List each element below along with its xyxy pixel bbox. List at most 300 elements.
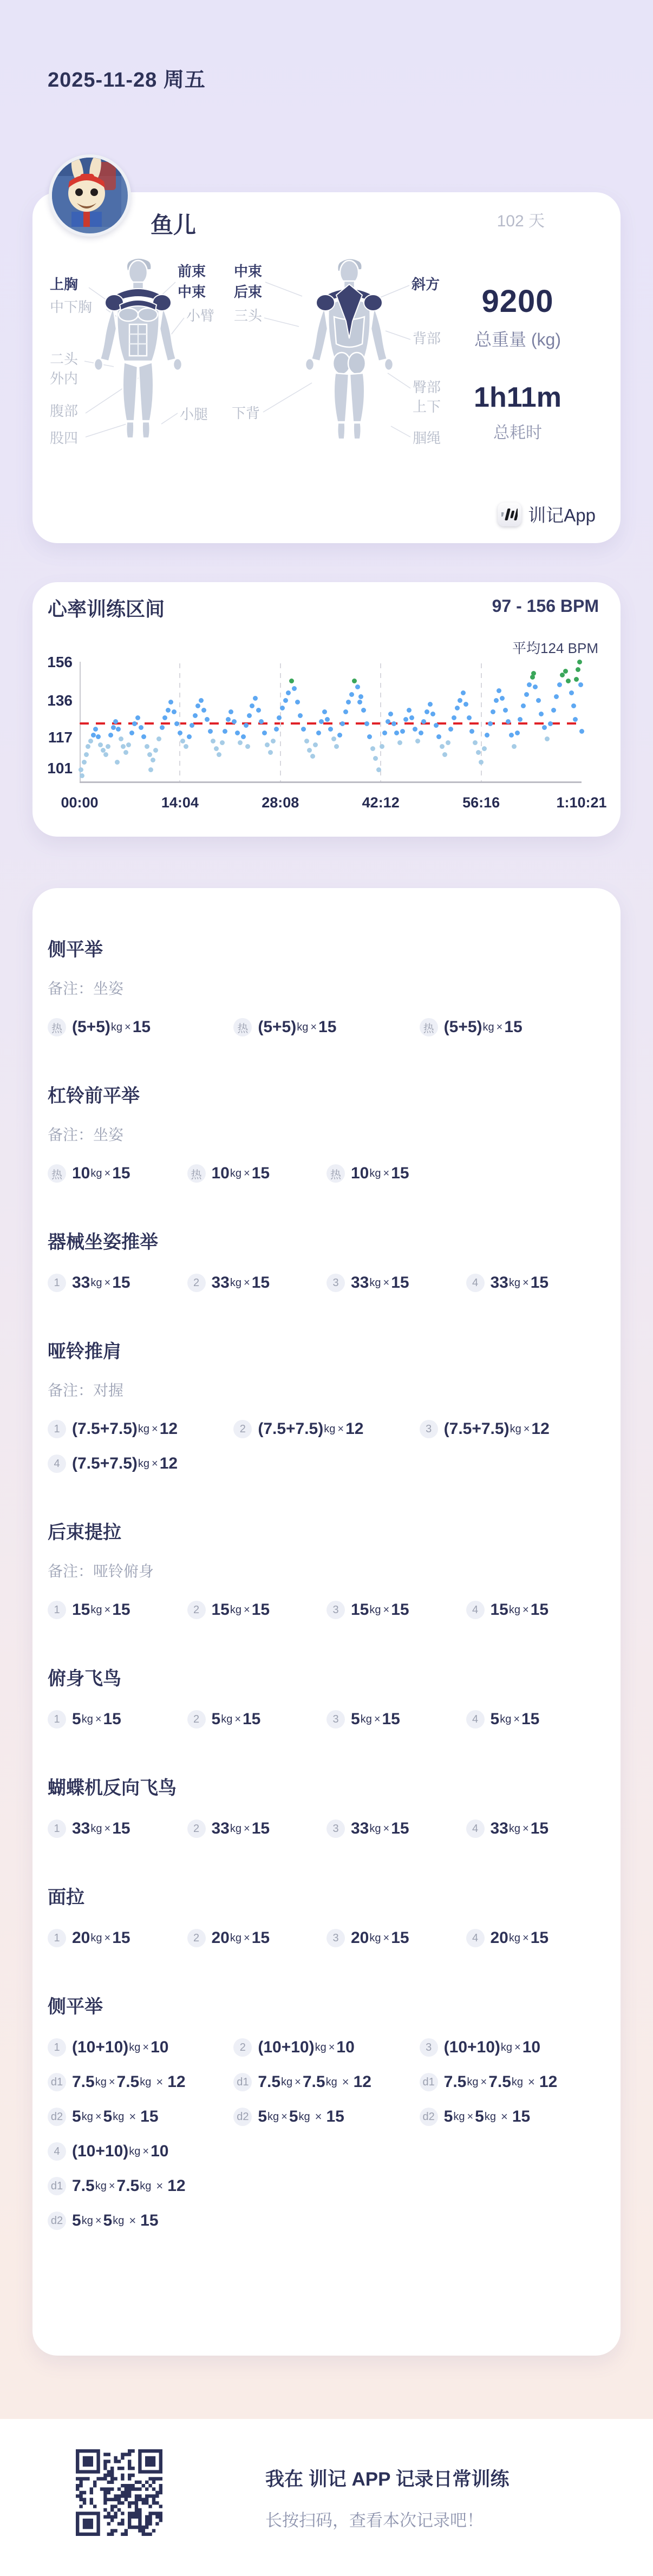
- heart-rate-point: [482, 746, 487, 751]
- heart-rate-point: [400, 729, 405, 734]
- set-value-segment: 12: [159, 1420, 178, 1438]
- heart-rate-point: [376, 767, 381, 772]
- set-value-segment: 15: [251, 1164, 270, 1182]
- set-badge: 4: [466, 1274, 485, 1292]
- set-value-segment: 15: [132, 1018, 151, 1036]
- set-value-segment: 33: [490, 1274, 508, 1292]
- heart-rate-point: [116, 727, 121, 732]
- muscle-label: 小腿: [180, 406, 208, 422]
- set-value-segment: kg: [230, 1276, 241, 1289]
- set-value-segment: kg: [90, 1822, 102, 1835]
- heart-rate-point: [201, 708, 206, 713]
- heart-rate-point: [343, 709, 348, 714]
- heart-rate-point: [223, 729, 227, 734]
- set-value-segment: ×: [295, 2076, 301, 2088]
- set-badge: 1: [48, 1601, 66, 1619]
- muscle-label: 股四: [50, 430, 79, 446]
- set-value-segment: kg: [508, 1822, 520, 1835]
- set-value-segment: 15: [490, 1601, 508, 1619]
- heart-rate-point: [147, 752, 152, 757]
- set-value-segment: 15: [140, 2212, 159, 2229]
- set-value-segment: 12: [159, 1455, 178, 1472]
- heart-rate-point: [151, 758, 155, 762]
- heart-rate-point: [84, 752, 89, 757]
- set-value-segment: 12: [353, 2073, 371, 2091]
- duration-value: 1h11m: [474, 382, 561, 413]
- set-badge: 1: [48, 1819, 66, 1838]
- set-item: [48, 1819, 187, 1838]
- set-value-segment: kg: [467, 2076, 479, 2088]
- exercise-title: 哑铃推肩: [48, 1341, 121, 1362]
- heart-rate-point: [328, 727, 333, 732]
- heart-rate-title: 心率训练区间: [48, 598, 165, 620]
- set-value-segment: kg: [138, 1457, 150, 1470]
- set-badge: 热: [420, 1018, 438, 1036]
- set-value-segment: 15: [112, 1274, 130, 1292]
- heart-rate-point: [419, 731, 423, 735]
- heart-rate-point: [409, 715, 414, 720]
- set-value-segment: 5: [443, 2108, 453, 2125]
- set-value-segment: 15: [211, 1601, 230, 1619]
- set-value-segment: 33: [211, 1819, 230, 1837]
- set-value-segment: kg: [484, 2110, 496, 2123]
- qr-code[interactable]: [76, 2449, 162, 2536]
- set-badge: 1: [48, 2038, 66, 2057]
- heart-rate-point: [232, 719, 237, 724]
- heart-rate-point: [539, 712, 544, 716]
- exercise-title: 侧平举: [48, 1997, 103, 2017]
- set-value-segment: ×: [496, 1021, 503, 1033]
- set-value-segment: 15: [112, 1164, 130, 1182]
- set-item: [420, 2073, 605, 2091]
- set-row: [48, 1018, 605, 1036]
- heart-rate-point: [521, 703, 526, 708]
- set-value-segment: kg: [369, 1932, 381, 1944]
- set-value-segment: 7.5: [488, 2073, 511, 2091]
- exercise-list-card: [32, 888, 621, 2356]
- heart-rate-point: [524, 692, 529, 697]
- set-item: [48, 2108, 233, 2126]
- heart-rate-point: [531, 671, 536, 676]
- set-value-segment: 12: [539, 2073, 558, 2091]
- set-value-segment: 7.5: [258, 2073, 281, 2091]
- set-value-segment: ×: [523, 1822, 529, 1835]
- set-value-segment: 33: [490, 1819, 508, 1837]
- set-item: [326, 1710, 466, 1729]
- set-value-segment: kg: [95, 2076, 107, 2088]
- set-item: [48, 2177, 233, 2195]
- heart-rate-point: [442, 752, 447, 757]
- heart-rate-point: [467, 715, 472, 720]
- set-row: [48, 2108, 605, 2126]
- set-badge: 3: [420, 2038, 438, 2057]
- heart-rate-point: [262, 731, 267, 735]
- heart-rate-point: [119, 736, 123, 741]
- heart-rate-point: [397, 740, 402, 745]
- heart-rate-point: [352, 679, 357, 683]
- set-value-segment: ×: [337, 1423, 344, 1435]
- heart-rate-point: [497, 688, 501, 693]
- heart-rate-point: [259, 719, 264, 724]
- set-item: [48, 2142, 233, 2161]
- set-value-segment: 15: [72, 1601, 90, 1619]
- heart-rate-point: [413, 727, 417, 732]
- set-row: [48, 2177, 605, 2195]
- exercise-section: [48, 1775, 605, 1838]
- heart-rate-point: [370, 746, 375, 751]
- heart-rate-point: [283, 698, 288, 703]
- set-value-segment: ×: [129, 2110, 136, 2123]
- heart-rate-point: [358, 694, 363, 699]
- set-value-segment: (7.5+7.5): [72, 1455, 138, 1472]
- heart-rate-range: 97 - 156 BPM: [492, 596, 599, 616]
- heart-rate-point: [195, 703, 200, 708]
- exercise-title: 杠铃前平举: [48, 1086, 140, 1106]
- set-rows: [48, 1018, 605, 1036]
- set-value-segment: kg: [81, 2110, 93, 2123]
- set-badge: 2: [187, 1710, 206, 1729]
- set-item: [466, 1710, 606, 1729]
- exercise-section: [48, 1884, 605, 1947]
- set-value-segment: (7.5+7.5): [72, 1420, 138, 1438]
- set-value-segment: kg: [508, 1603, 520, 1616]
- heart-rate-point: [174, 721, 179, 726]
- heart-rate-point: [310, 754, 315, 759]
- set-value-segment: ×: [500, 2110, 508, 2123]
- set-value-segment: ×: [244, 1822, 250, 1835]
- set-value-segment: (10+10): [72, 2038, 129, 2056]
- set-item: [187, 1274, 327, 1292]
- set-badge: 4: [48, 2142, 66, 2161]
- heart-rate-point: [193, 713, 198, 718]
- set-value-segment: ×: [142, 2145, 149, 2157]
- heart-rate-point: [91, 733, 96, 738]
- total-weight-label: 总重量 (kg): [474, 330, 561, 349]
- heart-rate-point: [265, 742, 270, 747]
- heart-rate-point: [220, 740, 225, 745]
- set-value-segment: 5: [103, 2212, 113, 2229]
- set-value-segment: kg: [315, 2041, 326, 2053]
- set-value-segment: 20: [72, 1929, 90, 1947]
- heart-rate-point: [141, 734, 146, 739]
- heart-rate-point: [334, 744, 339, 749]
- set-badge: d1: [420, 2073, 438, 2091]
- set-value-segment: 15: [521, 1710, 540, 1728]
- set-value-segment: 20: [351, 1929, 369, 1947]
- set-item: [48, 2212, 233, 2230]
- set-item: [233, 2108, 419, 2126]
- set-value-segment: 15: [140, 2108, 159, 2125]
- heart-rate-point: [148, 767, 153, 772]
- heart-rate-point: [579, 729, 584, 734]
- set-value-segment: 15: [103, 1710, 121, 1728]
- heart-rate-point: [190, 723, 194, 728]
- set-value-segment: 5: [475, 2108, 484, 2125]
- set-badge: 热: [326, 1164, 345, 1183]
- heart-rate-point: [268, 750, 273, 755]
- heart-rate-point: [569, 690, 574, 695]
- heart-rate-point: [415, 739, 420, 744]
- set-badge: 1: [48, 1929, 66, 1947]
- heart-rate-point: [145, 744, 149, 749]
- exercise-section: [48, 1229, 605, 1292]
- set-value-segment: kg: [508, 1932, 520, 1944]
- set-value-segment: kg: [230, 1167, 241, 1179]
- set-value-segment: ×: [104, 1932, 111, 1944]
- set-value-segment: ×: [523, 1603, 529, 1616]
- heart-rate-point: [93, 727, 98, 732]
- heart-rate-point: [301, 727, 306, 732]
- app-logo-icon: [498, 503, 521, 526]
- muscle-figure-front: [84, 257, 192, 441]
- heart-rate-point: [238, 740, 243, 745]
- heart-rate-point: [108, 733, 113, 738]
- set-item: [420, 1420, 605, 1438]
- set-badge: 4: [466, 1929, 485, 1947]
- heart-rate-point: [304, 739, 309, 744]
- set-value-segment: kg: [230, 1822, 241, 1835]
- set-value-segment: ×: [104, 1603, 111, 1616]
- heart-rate-point: [271, 739, 276, 744]
- set-value-segment: 15: [530, 1819, 549, 1837]
- heart-rate-point: [382, 731, 387, 735]
- set-row: [48, 1274, 605, 1292]
- share-footer: [0, 2419, 653, 2576]
- heart-rate-point: [430, 712, 435, 716]
- set-badge: 4: [48, 1455, 66, 1473]
- heart-rate-point: [566, 679, 571, 683]
- exercise-note: 备注：坐姿: [48, 980, 124, 997]
- heart-rate-point: [226, 717, 231, 722]
- heart-rate-point: [205, 717, 210, 722]
- set-badge: d2: [420, 2108, 438, 2126]
- set-value-segment: 7.5: [302, 2073, 325, 2091]
- set-value-segment: 7.5: [116, 2073, 140, 2091]
- set-badge: d1: [48, 2073, 66, 2091]
- set-item: [48, 1929, 187, 1947]
- set-badge: 热: [48, 1018, 66, 1036]
- exercise-section: [48, 937, 605, 1036]
- set-value-segment: kg: [324, 1423, 336, 1435]
- set-rows: [48, 1274, 605, 1292]
- heart-rate-point: [446, 740, 450, 745]
- set-value-segment: 12: [345, 1420, 364, 1438]
- set-value-segment: 15: [112, 1601, 130, 1619]
- set-value-segment: 5: [72, 1710, 81, 1728]
- set-row: [48, 1819, 605, 1838]
- set-value-segment: kg: [138, 1423, 150, 1435]
- exercise-title: 俯身飞鸟: [48, 1668, 121, 1689]
- heart-rate-point: [367, 734, 372, 739]
- profile-card: [32, 192, 621, 543]
- heart-rate-point: [106, 744, 110, 749]
- heart-rate-point: [126, 742, 131, 747]
- muscle-label: 三头: [234, 308, 263, 324]
- set-item: [48, 1420, 233, 1438]
- heart-rate-point: [425, 709, 429, 714]
- heart-rate-point: [571, 703, 576, 708]
- exercise-title: 面拉: [48, 1887, 84, 1908]
- set-item: [187, 1601, 327, 1619]
- heart-rate-point: [277, 715, 282, 720]
- heart-rate-point: [388, 712, 393, 716]
- set-item: [420, 2038, 605, 2057]
- muscle-label: 前束: [178, 263, 206, 279]
- set-value-segment: 15: [251, 1929, 270, 1947]
- heart-rate-point: [313, 742, 318, 747]
- heart-rate-point: [455, 706, 460, 710]
- set-value-segment: kg: [129, 2041, 141, 2053]
- set-value-segment: 7.5: [72, 2177, 95, 2195]
- set-item: [466, 1274, 606, 1292]
- heart-rate-point: [533, 684, 538, 689]
- summary-stats: [436, 283, 599, 443]
- set-value-segment: ×: [104, 1167, 111, 1179]
- heart-rate-point: [488, 721, 493, 726]
- heart-rate-point: [403, 717, 408, 722]
- set-value-segment: ×: [480, 2076, 487, 2088]
- set-badge: 热: [233, 1018, 252, 1036]
- set-value-segment: 10: [522, 2038, 541, 2056]
- set-value-segment: ×: [142, 2041, 149, 2053]
- app-name: 训记App: [528, 505, 596, 525]
- set-value-segment: ×: [383, 1932, 390, 1944]
- set-row: [48, 1164, 605, 1183]
- set-item: [420, 2108, 605, 2126]
- heart-rate-point: [391, 721, 396, 726]
- set-value-segment: ×: [104, 1822, 111, 1835]
- set-value-segment: 10: [151, 2038, 169, 2056]
- heart-rate-point: [536, 698, 541, 703]
- heart-rate-point: [247, 713, 252, 718]
- heart-rate-point: [172, 709, 177, 714]
- heart-rate-point: [337, 733, 342, 738]
- set-value-segment: kg: [90, 1932, 102, 1944]
- set-value-segment: ×: [523, 1276, 529, 1289]
- set-badge: d1: [233, 2073, 252, 2091]
- set-value-segment: (5+5): [258, 1018, 297, 1036]
- set-value-segment: ×: [467, 2110, 474, 2123]
- heart-rate-point: [458, 698, 462, 703]
- heart-rate-point: [139, 725, 143, 730]
- set-value-segment: ×: [156, 2179, 164, 2193]
- exercise-section: [48, 1666, 605, 1729]
- heart-rate-point: [361, 708, 366, 713]
- exercise-title: 蝴蝶机反向飞鸟: [48, 1778, 177, 1798]
- exercise-title: 器械坐姿推举: [48, 1232, 158, 1253]
- heart-rate-point: [331, 736, 336, 741]
- heart-rate-point: [577, 660, 582, 664]
- set-badge: d2: [48, 2108, 66, 2126]
- heart-rate-card: [32, 582, 621, 837]
- muscle-label: 中束: [178, 284, 206, 300]
- exercise-section: [48, 1083, 605, 1183]
- set-value-segment: 12: [167, 2073, 186, 2091]
- heart-rate-point: [235, 731, 240, 735]
- set-value-segment: ×: [374, 1713, 381, 1725]
- set-value-segment: 15: [243, 1710, 261, 1728]
- heart-rate-point: [448, 727, 453, 732]
- heart-rate-point: [357, 700, 362, 705]
- set-value-segment: 5: [72, 2212, 81, 2229]
- heart-rate-chart: [32, 582, 621, 837]
- set-item: [326, 1274, 466, 1292]
- heart-rate-point: [241, 734, 246, 739]
- set-value-segment: kg: [298, 2110, 310, 2123]
- heart-rate-point: [542, 725, 547, 730]
- heart-rate-point: [244, 723, 249, 728]
- set-value-segment: 15: [251, 1274, 270, 1292]
- set-value-segment: kg: [267, 2110, 279, 2123]
- heart-rate-point: [576, 667, 580, 672]
- heart-rate-point: [295, 700, 300, 705]
- heart-rate-point: [554, 694, 559, 699]
- set-value-segment: kg: [140, 2180, 152, 2192]
- set-item: [466, 1819, 606, 1838]
- heart-rate-point: [394, 731, 399, 735]
- set-value-segment: 15: [391, 1164, 409, 1182]
- heart-rate-point: [436, 734, 441, 739]
- set-value-segment: kg: [482, 1021, 494, 1033]
- set-value-segment: 15: [318, 1018, 337, 1036]
- muscle-label: 中束: [234, 263, 263, 279]
- heart-rate-point: [527, 682, 532, 687]
- set-value-segment: kg: [90, 1603, 102, 1616]
- set-badge: 4: [466, 1819, 485, 1838]
- heart-rate-point: [434, 723, 439, 728]
- chart-x-axis: [80, 781, 582, 783]
- muscle-label: 背部: [413, 330, 441, 347]
- heart-rate-point: [340, 721, 345, 726]
- heart-rate-point: [208, 729, 213, 734]
- set-value-segment: ×: [383, 1276, 390, 1289]
- set-value-segment: ×: [244, 1603, 250, 1616]
- set-badge: 3: [326, 1601, 345, 1619]
- heart-rate-point: [380, 744, 384, 749]
- set-item: [233, 2038, 419, 2057]
- set-value-segment: ×: [523, 1932, 529, 1944]
- set-value-segment: 12: [531, 1420, 550, 1438]
- set-item: [233, 1018, 419, 1036]
- set-value-segment: kg: [510, 1423, 521, 1435]
- set-item: [466, 1601, 606, 1619]
- set-value-segment: 20: [211, 1929, 230, 1947]
- set-value-segment: kg: [453, 2110, 465, 2123]
- set-value-segment: 33: [72, 1819, 90, 1837]
- heart-rate-point: [551, 708, 556, 713]
- set-value-segment: ×: [95, 2214, 102, 2227]
- set-value-segment: 15: [382, 1710, 400, 1728]
- heart-rate-point: [168, 700, 173, 705]
- set-value-segment: kg: [281, 2076, 293, 2088]
- set-value-segment: 15: [391, 1929, 409, 1947]
- muscle-label: 腘绳: [413, 430, 441, 446]
- set-value-segment: ×: [342, 2075, 349, 2089]
- heart-rate-point: [214, 746, 219, 751]
- heart-rate-point: [82, 760, 87, 765]
- set-value-segment: 5: [72, 2108, 81, 2125]
- heart-rate-point: [298, 713, 303, 718]
- set-badge: 1: [48, 1274, 66, 1292]
- set-value-segment: 15: [391, 1601, 409, 1619]
- set-value-segment: 15: [530, 1601, 549, 1619]
- chart-y-axis: [80, 662, 81, 781]
- heart-rate-point: [292, 686, 297, 691]
- set-value-segment: 15: [112, 1819, 130, 1837]
- set-item: [48, 1164, 187, 1183]
- set-rows: [48, 1819, 605, 1838]
- heart-rate-point: [485, 733, 489, 738]
